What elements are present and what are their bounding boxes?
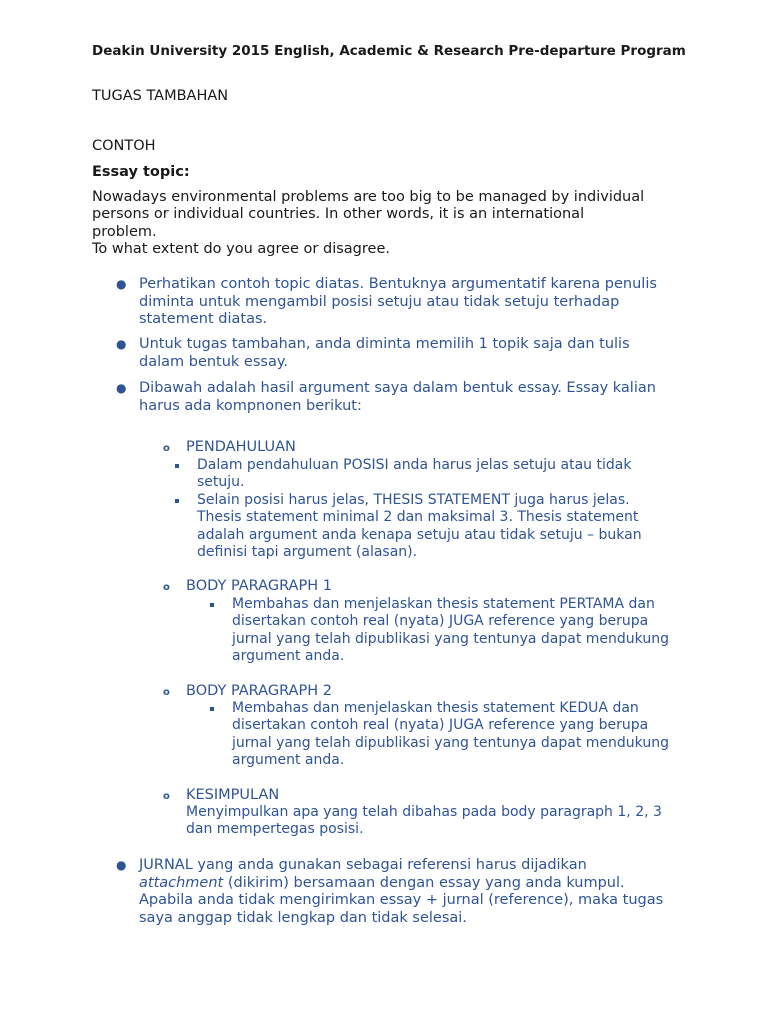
- section-item: Membahas dan menjelaskan thesis statement KEDUA dan disertakan contoh real (nyata) JUGA reference yang berupa jurnal yang telah dipublikasi yang tentunya dapat mendukung argument anda.: [232, 700, 669, 769]
- document-subtitle: TUGAS TAMBAHAN: [92, 88, 229, 104]
- essay-topic-label: Essay topic:: [92, 164, 190, 180]
- final-bullet-italic: attachment: [139, 874, 224, 891]
- section-heading: KESIMPULAN: [186, 787, 280, 803]
- essay-topic-text: Nowadays environmental problems are too big to be managed by individual persons or individual countries. In other words, it is an international problem.: [92, 189, 645, 240]
- section-heading: BODY PARAGRAPH 2: [186, 683, 332, 699]
- essay-topic-question: To what extent do you agree or disagree.: [92, 240, 390, 257]
- circle-bullet-icon: o: [163, 791, 170, 802]
- bullet-item: Dibawah adalah hasil argument saya dalam bentuk essay. Essay kalian harus ada kompnonen berikut:: [139, 380, 656, 414]
- final-bullet-item: [139, 857, 664, 927]
- circle-bullet-icon: o: [163, 582, 170, 593]
- section-heading: BODY PARAGRAPH 1: [186, 578, 332, 594]
- bullet-icon: ●: [116, 337, 127, 351]
- bullet-icon: ●: [116, 858, 127, 872]
- section-item: Selain posisi harus jelas, THESIS STATEMENT juga harus jelas. Thesis statement minimal 2 dan maksimal 3. Thesis statement adalah argument anda kenapa setuju atau tidak setuju – bukan definisi tapi argument (alasan).: [197, 492, 642, 561]
- section-heading: PENDAHULUAN: [186, 439, 296, 455]
- bullet-icon: ●: [116, 277, 127, 291]
- section-item: Membahas dan menjelaskan thesis statement PERTAMA dan disertakan contoh real (nyata) JUGA reference yang berupa jurnal yang telah dipublikasi yang tentunya dapat mendukung argument anda.: [232, 596, 669, 665]
- document-title: Deakin University 2015 English, Academic & Research Pre-departure Program: [92, 43, 686, 59]
- bullet-icon: ●: [116, 381, 127, 395]
- circle-bullet-icon: o: [163, 443, 170, 454]
- square-bullet-icon: [210, 707, 214, 711]
- section-item: Dalam pendahuluan POSISI anda harus jelas setuju atau tidak setuju.: [197, 457, 632, 491]
- circle-bullet-icon: o: [163, 687, 170, 698]
- bullet-item: Perhatikan contoh topic diatas. Bentuknya argumentatif karena penulis diminta untuk mengambil posisi setuju atau tidak setuju terhadap statement diatas.: [139, 276, 657, 327]
- essay-topic: [92, 189, 652, 258]
- square-bullet-icon: [175, 499, 179, 503]
- square-bullet-icon: [175, 464, 179, 468]
- example-label: CONTOH: [92, 138, 156, 154]
- final-bullet-text-end: (dikirim) bersamaan dengan essay yang anda kumpul. Apabila anda tidak mengirimkan essay + jurnal (reference), maka tugas saya anggap tidak lengkap dan tidak selesai.: [139, 874, 664, 926]
- bullet-item: Untuk tugas tambahan, anda diminta memilih 1 topik saja dan tulis dalam bentuk essay.: [139, 336, 630, 370]
- section-text: Menyimpulkan apa yang telah dibahas pada body paragraph 1, 2, 3 dan mempertegas posisi.: [186, 804, 662, 838]
- final-bullet-text-start: JURNAL yang anda gunakan sebagai referensi harus dijadikan: [139, 857, 587, 873]
- square-bullet-icon: [210, 603, 214, 607]
